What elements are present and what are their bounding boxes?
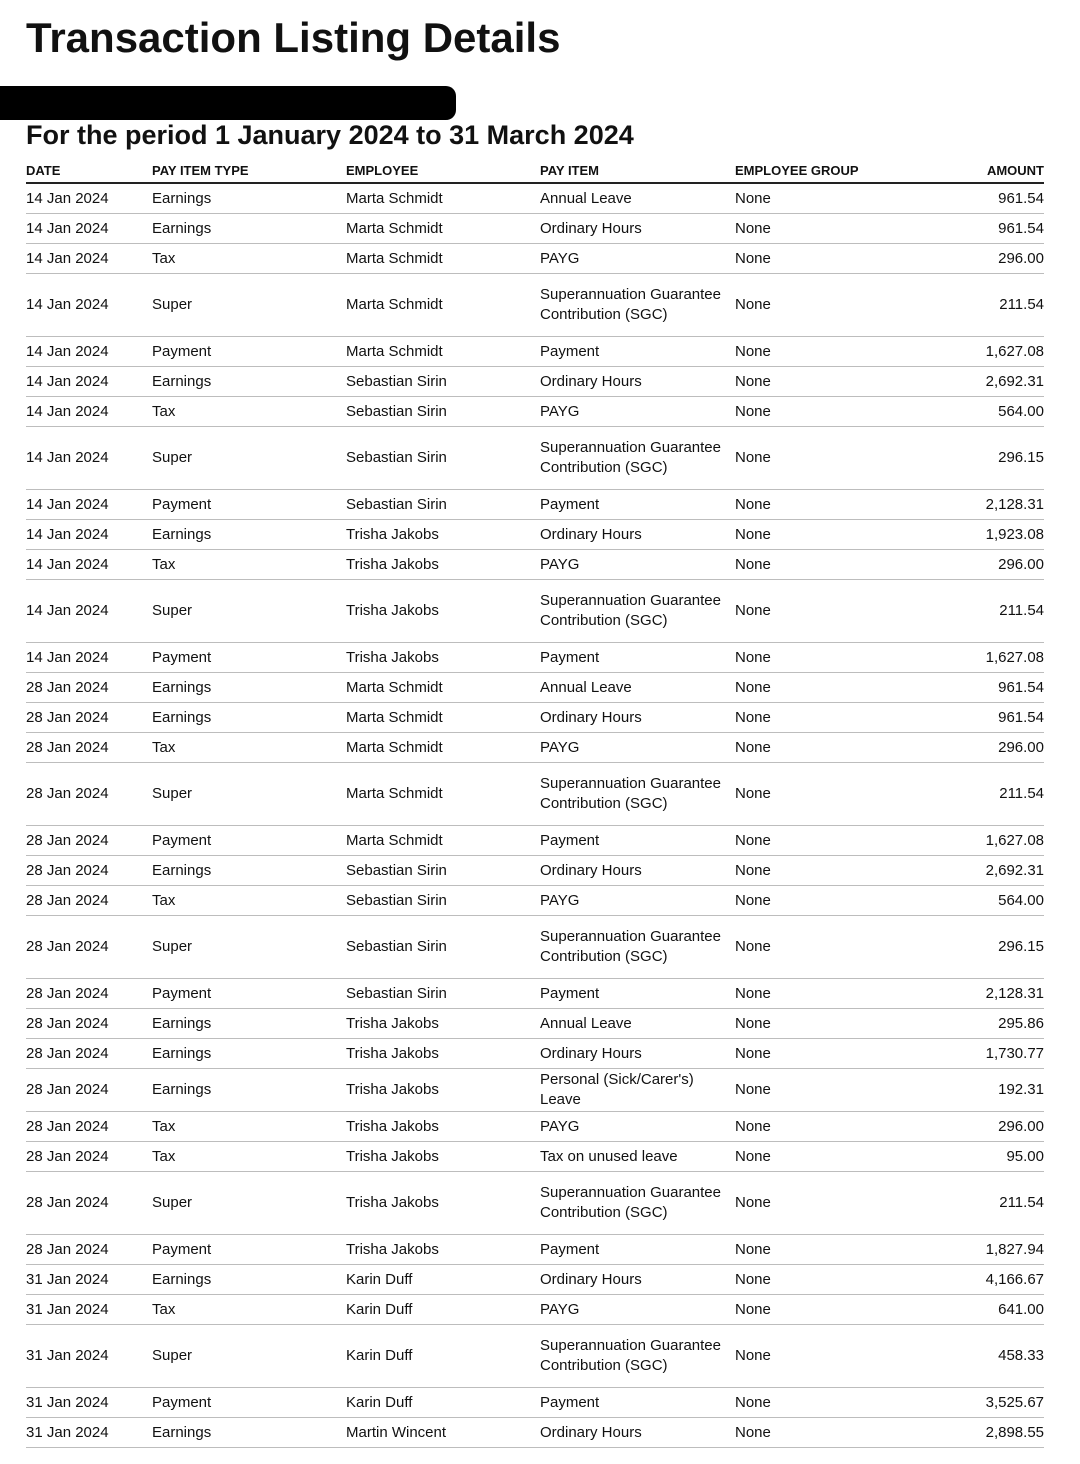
cell-employee-group: None	[735, 244, 925, 274]
cell-employee: Trisha Jakobs	[346, 643, 540, 673]
cell-employee: Marta Schmidt	[346, 763, 540, 826]
cell-pay-item: Annual Leave	[540, 673, 735, 703]
cell-amount: 296.00	[925, 1112, 1044, 1142]
cell-employee: Trisha Jakobs	[346, 1112, 540, 1142]
cell-employee: Trisha Jakobs	[346, 580, 540, 643]
cell-pay-item-type: Tax	[152, 1112, 346, 1142]
cell-pay-item: Annual Leave	[540, 183, 735, 214]
cell-amount: 1,827.94	[925, 1235, 1044, 1265]
cell-pay-item-type: Tax	[152, 1295, 346, 1325]
table-body	[26, 183, 1044, 1448]
cell-pay-item-type: Payment	[152, 979, 346, 1009]
cell-amount: 961.54	[925, 183, 1044, 214]
table-row	[26, 1172, 1044, 1235]
cell-date: 14 Jan 2024	[26, 643, 152, 673]
cell-pay-item-type: Earnings	[152, 1009, 346, 1039]
table-row	[26, 183, 1044, 214]
cell-date: 14 Jan 2024	[26, 274, 152, 337]
cell-employee-group: None	[735, 979, 925, 1009]
cell-employee: Sebastian Sirin	[346, 886, 540, 916]
cell-employee: Marta Schmidt	[346, 337, 540, 367]
cell-pay-item: Payment	[540, 1388, 735, 1418]
table-row	[26, 733, 1044, 763]
cell-employee-group: None	[735, 520, 925, 550]
cell-pay-item: Superannuation Guarantee Contribution (SGC)	[540, 1325, 735, 1388]
cell-employee-group: None	[735, 886, 925, 916]
cell-employee: Marta Schmidt	[346, 274, 540, 337]
cell-pay-item-type: Earnings	[152, 520, 346, 550]
cell-date: 28 Jan 2024	[26, 979, 152, 1009]
cell-amount: 1,627.08	[925, 643, 1044, 673]
cell-pay-item-type: Earnings	[152, 673, 346, 703]
cell-amount: 296.15	[925, 916, 1044, 979]
cell-pay-item: PAYG	[540, 550, 735, 580]
cell-amount: 961.54	[925, 673, 1044, 703]
cell-date: 28 Jan 2024	[26, 886, 152, 916]
cell-date: 28 Jan 2024	[26, 856, 152, 886]
cell-employee: Trisha Jakobs	[346, 550, 540, 580]
table-row	[26, 673, 1044, 703]
cell-date: 14 Jan 2024	[26, 427, 152, 490]
cell-employee-group: None	[735, 397, 925, 427]
cell-employee-group: None	[735, 214, 925, 244]
table-row	[26, 856, 1044, 886]
table-row	[26, 490, 1044, 520]
cell-date: 14 Jan 2024	[26, 337, 152, 367]
cell-pay-item: Ordinary Hours	[540, 856, 735, 886]
table-row	[26, 337, 1044, 367]
cell-employee-group: None	[735, 1235, 925, 1265]
column-header-employee: EMPLOYEE	[346, 158, 540, 183]
cell-pay-item-type: Super	[152, 427, 346, 490]
cell-employee-group: None	[735, 826, 925, 856]
cell-employee-group: None	[735, 550, 925, 580]
table-row	[26, 1069, 1044, 1112]
cell-employee-group: None	[735, 1295, 925, 1325]
cell-employee-group: None	[735, 856, 925, 886]
cell-date: 28 Jan 2024	[26, 1039, 152, 1069]
cell-amount: 1,923.08	[925, 520, 1044, 550]
cell-pay-item: Payment	[540, 979, 735, 1009]
cell-date: 14 Jan 2024	[26, 244, 152, 274]
cell-pay-item: Superannuation Guarantee Contribution (SGC)	[540, 916, 735, 979]
cell-pay-item-type: Earnings	[152, 367, 346, 397]
cell-pay-item-type: Tax	[152, 397, 346, 427]
cell-pay-item-type: Tax	[152, 886, 346, 916]
cell-employee: Trisha Jakobs	[346, 1009, 540, 1039]
cell-employee: Trisha Jakobs	[346, 1142, 540, 1172]
cell-employee-group: None	[735, 490, 925, 520]
cell-pay-item: Superannuation Guarantee Contribution (SGC)	[540, 427, 735, 490]
cell-date: 28 Jan 2024	[26, 1112, 152, 1142]
table-row	[26, 550, 1044, 580]
cell-amount: 296.00	[925, 244, 1044, 274]
cell-pay-item-type: Super	[152, 1325, 346, 1388]
cell-pay-item: Superannuation Guarantee Contribution (SGC)	[540, 763, 735, 826]
cell-amount: 296.00	[925, 733, 1044, 763]
table-row	[26, 427, 1044, 490]
cell-pay-item-type: Earnings	[152, 703, 346, 733]
cell-date: 31 Jan 2024	[26, 1325, 152, 1388]
table-header-row	[26, 158, 1044, 183]
cell-employee: Sebastian Sirin	[346, 427, 540, 490]
cell-employee-group: None	[735, 1172, 925, 1235]
cell-employee: Martin Wincent	[346, 1418, 540, 1448]
cell-pay-item-type: Payment	[152, 1235, 346, 1265]
table-row	[26, 1388, 1044, 1418]
table-row	[26, 703, 1044, 733]
table-row	[26, 1039, 1044, 1069]
cell-pay-item-type: Tax	[152, 1142, 346, 1172]
cell-date: 14 Jan 2024	[26, 550, 152, 580]
cell-date: 14 Jan 2024	[26, 397, 152, 427]
cell-pay-item: PAYG	[540, 733, 735, 763]
cell-amount: 2,898.55	[925, 1418, 1044, 1448]
cell-pay-item-type: Tax	[152, 244, 346, 274]
cell-pay-item-type: Earnings	[152, 1069, 346, 1112]
cell-pay-item: Payment	[540, 826, 735, 856]
cell-pay-item: Superannuation Guarantee Contribution (SGC)	[540, 1172, 735, 1235]
cell-date: 28 Jan 2024	[26, 1009, 152, 1039]
cell-amount: 296.00	[925, 550, 1044, 580]
cell-employee: Karin Duff	[346, 1295, 540, 1325]
table-row	[26, 1418, 1044, 1448]
table-row	[26, 244, 1044, 274]
cell-date: 31 Jan 2024	[26, 1265, 152, 1295]
cell-employee: Trisha Jakobs	[346, 1039, 540, 1069]
cell-amount: 1,627.08	[925, 337, 1044, 367]
cell-employee: Karin Duff	[346, 1388, 540, 1418]
cell-pay-item: Payment	[540, 337, 735, 367]
cell-amount: 458.33	[925, 1325, 1044, 1388]
redaction-bar	[0, 86, 456, 120]
cell-pay-item: Ordinary Hours	[540, 703, 735, 733]
cell-pay-item: Ordinary Hours	[540, 1039, 735, 1069]
table-row	[26, 397, 1044, 427]
cell-amount: 211.54	[925, 274, 1044, 337]
cell-employee: Marta Schmidt	[346, 733, 540, 763]
cell-employee: Sebastian Sirin	[346, 916, 540, 979]
cell-employee: Trisha Jakobs	[346, 1069, 540, 1112]
cell-employee-group: None	[735, 427, 925, 490]
cell-pay-item-type: Super	[152, 763, 346, 826]
cell-date: 28 Jan 2024	[26, 763, 152, 826]
transaction-table	[26, 158, 1044, 1448]
cell-pay-item-type: Earnings	[152, 183, 346, 214]
cell-date: 14 Jan 2024	[26, 580, 152, 643]
cell-employee-group: None	[735, 580, 925, 643]
cell-date: 28 Jan 2024	[26, 1069, 152, 1112]
cell-employee-group: None	[735, 1388, 925, 1418]
cell-pay-item-type: Earnings	[152, 856, 346, 886]
cell-employee: Sebastian Sirin	[346, 856, 540, 886]
cell-amount: 1,627.08	[925, 826, 1044, 856]
cell-pay-item-type: Tax	[152, 550, 346, 580]
column-header-employee-group: EMPLOYEE GROUP	[735, 158, 925, 183]
cell-date: 14 Jan 2024	[26, 490, 152, 520]
cell-pay-item: PAYG	[540, 397, 735, 427]
cell-employee: Sebastian Sirin	[346, 397, 540, 427]
cell-employee: Karin Duff	[346, 1265, 540, 1295]
cell-pay-item-type: Earnings	[152, 214, 346, 244]
table-row	[26, 580, 1044, 643]
cell-employee: Marta Schmidt	[346, 244, 540, 274]
table-row	[26, 643, 1044, 673]
column-header-amount: AMOUNT	[925, 158, 1044, 183]
cell-date: 28 Jan 2024	[26, 1235, 152, 1265]
cell-date: 14 Jan 2024	[26, 367, 152, 397]
cell-date: 31 Jan 2024	[26, 1295, 152, 1325]
cell-pay-item: Ordinary Hours	[540, 1265, 735, 1295]
table-row	[26, 1265, 1044, 1295]
cell-amount: 211.54	[925, 763, 1044, 826]
cell-date: 28 Jan 2024	[26, 826, 152, 856]
cell-employee-group: None	[735, 1112, 925, 1142]
cell-amount: 192.31	[925, 1069, 1044, 1112]
cell-pay-item: Ordinary Hours	[540, 367, 735, 397]
column-header-pay-item: PAY ITEM	[540, 158, 735, 183]
cell-pay-item: Tax on unused leave	[540, 1142, 735, 1172]
cell-employee-group: None	[735, 1009, 925, 1039]
cell-amount: 4,166.67	[925, 1265, 1044, 1295]
cell-amount: 2,128.31	[925, 979, 1044, 1009]
cell-amount: 296.15	[925, 427, 1044, 490]
cell-date: 28 Jan 2024	[26, 673, 152, 703]
cell-amount: 564.00	[925, 886, 1044, 916]
cell-pay-item-type: Earnings	[152, 1265, 346, 1295]
cell-employee-group: None	[735, 183, 925, 214]
cell-pay-item: Payment	[540, 1235, 735, 1265]
cell-amount: 961.54	[925, 703, 1044, 733]
cell-pay-item-type: Tax	[152, 733, 346, 763]
cell-pay-item-type: Super	[152, 1172, 346, 1235]
cell-amount: 1,730.77	[925, 1039, 1044, 1069]
table-row	[26, 1295, 1044, 1325]
cell-amount: 2,692.31	[925, 856, 1044, 886]
cell-employee-group: None	[735, 1069, 925, 1112]
cell-pay-item-type: Payment	[152, 337, 346, 367]
cell-employee: Trisha Jakobs	[346, 1172, 540, 1235]
cell-employee: Marta Schmidt	[346, 703, 540, 733]
cell-pay-item-type: Payment	[152, 643, 346, 673]
cell-pay-item: Payment	[540, 643, 735, 673]
cell-pay-item-type: Super	[152, 580, 346, 643]
cell-pay-item: PAYG	[540, 244, 735, 274]
table-row	[26, 1112, 1044, 1142]
cell-employee-group: None	[735, 733, 925, 763]
column-header-date: DATE	[26, 158, 152, 183]
cell-pay-item: Ordinary Hours	[540, 1418, 735, 1448]
cell-date: 28 Jan 2024	[26, 1172, 152, 1235]
cell-date: 28 Jan 2024	[26, 1142, 152, 1172]
cell-date: 14 Jan 2024	[26, 214, 152, 244]
cell-amount: 2,692.31	[925, 367, 1044, 397]
cell-employee-group: None	[735, 1265, 925, 1295]
table-row	[26, 916, 1044, 979]
cell-employee-group: None	[735, 1142, 925, 1172]
cell-employee: Trisha Jakobs	[346, 520, 540, 550]
cell-employee: Marta Schmidt	[346, 826, 540, 856]
table-row	[26, 1142, 1044, 1172]
cell-amount: 641.00	[925, 1295, 1044, 1325]
cell-employee-group: None	[735, 673, 925, 703]
cell-employee-group: None	[735, 274, 925, 337]
table-row	[26, 886, 1044, 916]
cell-pay-item: Payment	[540, 490, 735, 520]
table-row	[26, 274, 1044, 337]
page-title: Transaction Listing Details	[26, 14, 561, 61]
cell-pay-item: Superannuation Guarantee Contribution (SGC)	[540, 274, 735, 337]
cell-employee-group: None	[735, 1418, 925, 1448]
cell-date: 28 Jan 2024	[26, 916, 152, 979]
cell-pay-item: PAYG	[540, 1295, 735, 1325]
table-row	[26, 367, 1044, 397]
cell-employee: Marta Schmidt	[346, 214, 540, 244]
cell-amount: 3,525.67	[925, 1388, 1044, 1418]
cell-pay-item-type: Super	[152, 916, 346, 979]
cell-amount: 211.54	[925, 1172, 1044, 1235]
cell-employee: Sebastian Sirin	[346, 367, 540, 397]
cell-pay-item: Ordinary Hours	[540, 214, 735, 244]
cell-date: 28 Jan 2024	[26, 733, 152, 763]
table-row	[26, 1235, 1044, 1265]
cell-amount: 564.00	[925, 397, 1044, 427]
cell-pay-item-type: Payment	[152, 1388, 346, 1418]
cell-pay-item-type: Earnings	[152, 1039, 346, 1069]
cell-employee: Sebastian Sirin	[346, 490, 540, 520]
cell-pay-item: Superannuation Guarantee Contribution (SGC)	[540, 580, 735, 643]
cell-date: 31 Jan 2024	[26, 1418, 152, 1448]
cell-pay-item-type: Payment	[152, 826, 346, 856]
cell-employee-group: None	[735, 1039, 925, 1069]
cell-pay-item: PAYG	[540, 1112, 735, 1142]
cell-pay-item-type: Super	[152, 274, 346, 337]
cell-pay-item-type: Payment	[152, 490, 346, 520]
cell-employee-group: None	[735, 703, 925, 733]
cell-pay-item: PAYG	[540, 886, 735, 916]
table-row	[26, 1325, 1044, 1388]
cell-amount: 2,128.31	[925, 490, 1044, 520]
cell-employee: Karin Duff	[346, 1325, 540, 1388]
cell-pay-item: Personal (Sick/Carer's) Leave	[540, 1069, 735, 1112]
cell-employee-group: None	[735, 367, 925, 397]
cell-amount: 295.86	[925, 1009, 1044, 1039]
cell-date: 28 Jan 2024	[26, 703, 152, 733]
cell-amount: 961.54	[925, 214, 1044, 244]
cell-pay-item: Ordinary Hours	[540, 520, 735, 550]
table-row	[26, 214, 1044, 244]
table-row	[26, 826, 1044, 856]
report-period: For the period 1 January 2024 to 31 March 2024	[26, 120, 634, 150]
cell-amount: 95.00	[925, 1142, 1044, 1172]
cell-employee-group: None	[735, 337, 925, 367]
cell-employee-group: None	[735, 916, 925, 979]
cell-employee-group: None	[735, 643, 925, 673]
table-row	[26, 520, 1044, 550]
cell-date: 14 Jan 2024	[26, 183, 152, 214]
table-row	[26, 1009, 1044, 1039]
cell-amount: 211.54	[925, 580, 1044, 643]
cell-employee: Marta Schmidt	[346, 183, 540, 214]
table-row	[26, 979, 1044, 1009]
cell-employee: Marta Schmidt	[346, 673, 540, 703]
cell-employee: Trisha Jakobs	[346, 1235, 540, 1265]
cell-pay-item-type: Earnings	[152, 1418, 346, 1448]
column-header-pay-item-type: PAY ITEM TYPE	[152, 158, 346, 183]
cell-date: 31 Jan 2024	[26, 1388, 152, 1418]
cell-pay-item: Annual Leave	[540, 1009, 735, 1039]
cell-employee: Sebastian Sirin	[346, 979, 540, 1009]
table-row	[26, 763, 1044, 826]
cell-employee-group: None	[735, 763, 925, 826]
cell-date: 14 Jan 2024	[26, 520, 152, 550]
cell-employee-group: None	[735, 1325, 925, 1388]
